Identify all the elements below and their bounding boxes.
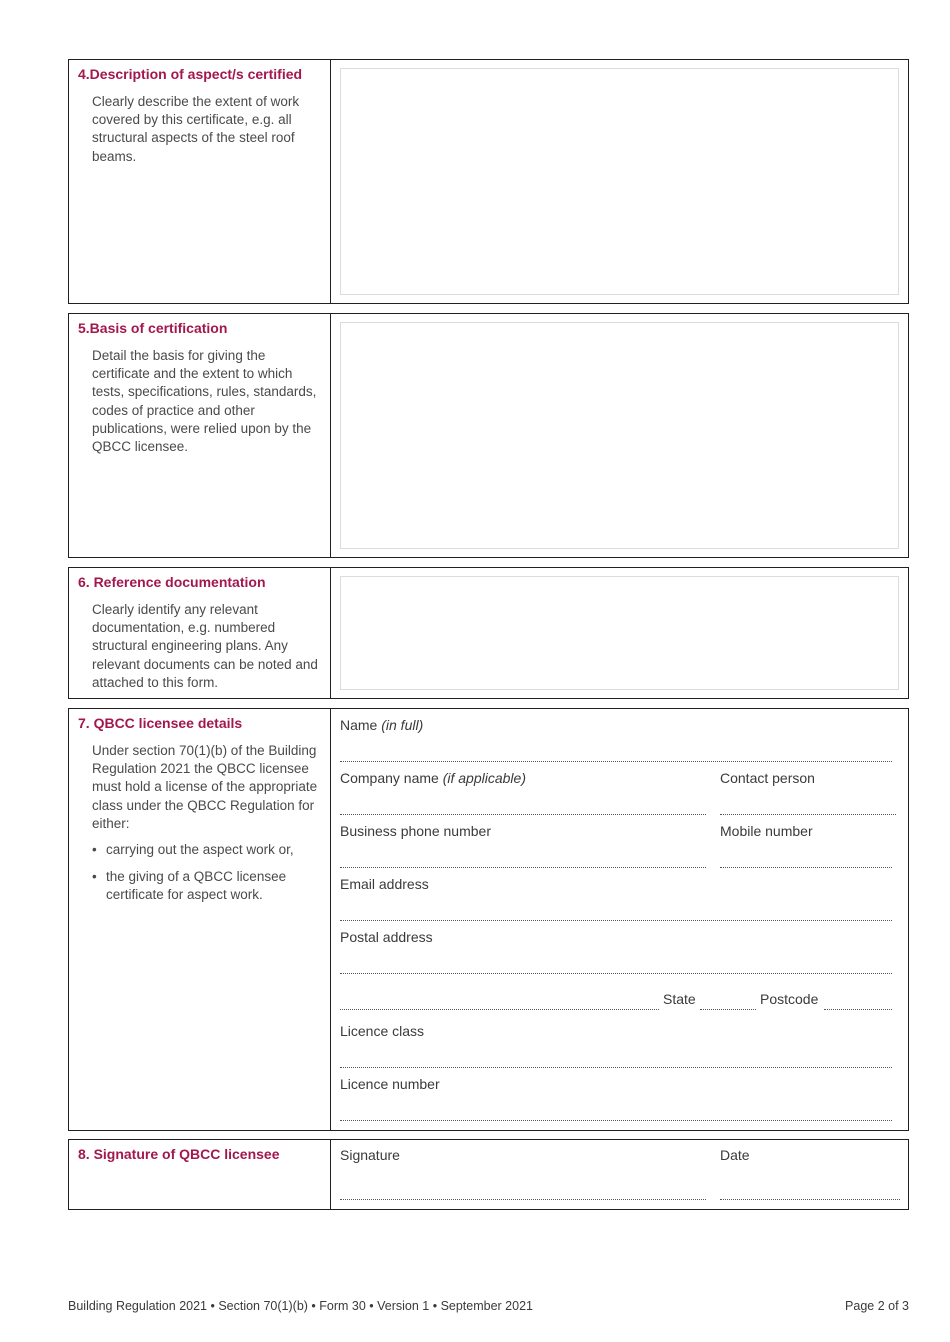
section-7-bullets (92, 841, 322, 905)
postal-address-line-2[interactable] (340, 1009, 659, 1010)
section-5-label-panel (69, 314, 331, 557)
business-phone-label: Business phone number (340, 823, 491, 839)
section-4-label-panel (69, 60, 331, 303)
licence-class-field[interactable] (340, 1067, 892, 1068)
section-description-of-aspects (68, 59, 909, 304)
bullet-item: • carrying out the aspect work or, (92, 841, 322, 859)
section-5-description: Detail the basis for giving the certificate and the extent to which tests, specifications, rules, standards, codes of practice and other publications, were relied upon by the QBCC licensee. (92, 348, 317, 455)
name-label: Name (in full) (340, 717, 424, 733)
footer-form-info: Building Regulation 2021 • Section 70(1)(b) • Form 30 • Version 1 • September 2021 (68, 1299, 533, 1313)
contact-person-label: Contact person (720, 770, 815, 786)
basis-textbox[interactable] (340, 322, 899, 549)
postcode-label: Postcode (760, 991, 819, 1007)
section-7-label-panel (69, 709, 331, 1130)
email-label: Email address (340, 876, 429, 892)
signature-field[interactable] (340, 1199, 706, 1200)
section-7-title: 7. QBCC licensee details (78, 715, 243, 731)
postal-address-label: Postal address (340, 929, 433, 945)
section-6-description: Clearly identify any relevant documentation, e.g. numbered structural engineering plans. Any relevant documents can be noted and attached to this form. (92, 602, 318, 690)
licence-number-field[interactable] (340, 1120, 892, 1121)
section-6-label-panel (69, 568, 331, 698)
section-signature (68, 1139, 909, 1210)
section-basis-of-certification (68, 313, 909, 558)
company-label: Company name (if applicable) (340, 770, 526, 786)
postal-address-line-1[interactable] (340, 973, 892, 974)
reference-textbox[interactable] (340, 576, 899, 690)
bullet-item: • the giving of a QBCC licensee certificate for aspect work. (92, 868, 322, 904)
licence-number-label: Licence number (340, 1076, 440, 1092)
state-field[interactable] (700, 1009, 756, 1010)
signature-label: Signature (340, 1147, 400, 1163)
company-field[interactable] (340, 814, 706, 815)
business-phone-field[interactable] (340, 867, 706, 868)
section-8-label-panel (69, 1140, 331, 1209)
section-4-description: Clearly describe the extent of work covered by this certificate, e.g. all structural aspects of the steel roof beams. (92, 94, 300, 164)
email-field[interactable] (340, 920, 892, 921)
section-reference-documentation (68, 567, 909, 699)
section-6-title: 6. Reference documentation (78, 574, 266, 590)
mobile-field[interactable] (720, 867, 892, 868)
description-textbox[interactable] (340, 68, 899, 295)
section-4-title: 4.Description of aspect/s certified (78, 66, 303, 82)
section-7-description: Under section 70(1)(b) of the Building Regulation 2021 the QBCC licensee must hold a license of the appropriate class under the QBCC Regulation for either: (92, 743, 318, 831)
section-licensee-details (68, 708, 909, 1131)
licence-class-label: Licence class (340, 1023, 425, 1039)
postcode-field[interactable] (824, 1009, 892, 1010)
section-5-title: 5.Basis of certification (78, 320, 228, 336)
footer-page-number: Page 2 of 3 (845, 1299, 909, 1313)
section-8-title: 8. Signature of QBCC licensee (78, 1146, 280, 1162)
contact-person-field[interactable] (720, 814, 896, 815)
date-field[interactable] (720, 1199, 900, 1200)
mobile-label: Mobile number (720, 823, 813, 839)
state-label: State (663, 991, 696, 1007)
date-label: Date (720, 1147, 750, 1163)
name-field[interactable] (340, 761, 892, 762)
